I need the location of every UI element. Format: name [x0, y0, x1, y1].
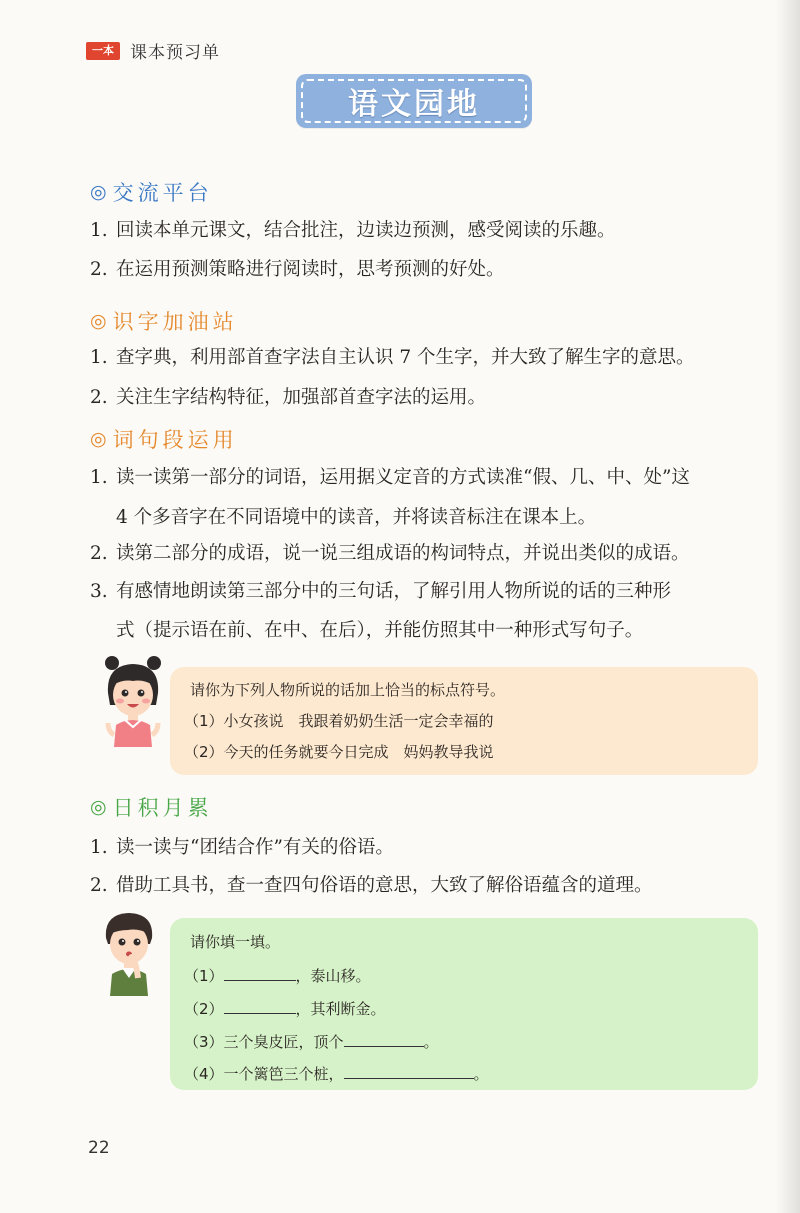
page-edge-shadow: [776, 0, 800, 1213]
item-text: 读第二部分的成语，说一说三组成语的构词特点，并说出类似的成语。: [116, 543, 690, 564]
item-number: 1.: [90, 220, 108, 241]
fill-item-prefix: （2）: [184, 1000, 224, 1018]
answer-blank[interactable]: [344, 1030, 424, 1047]
page-title: 语文园地: [348, 87, 480, 122]
item-number: 1.: [90, 837, 108, 858]
bubble-prompt: 请你填一填。: [190, 933, 281, 951]
boy-avatar: [98, 908, 160, 996]
list-item: [90, 540, 760, 568]
item-number: 1.: [90, 347, 108, 368]
double-circle-icon: ◎: [90, 428, 107, 450]
item-number: 2.: [90, 387, 108, 408]
item-text: 读一读第一部分的词语，运用据义定音的方式读准“假、几、中、处”这: [116, 467, 690, 488]
item-text: 借助工具书，查一查四句俗语的意思，大致了解俗语蕴含的道理。: [116, 875, 653, 896]
tip-bubble-punctuation: [170, 667, 758, 775]
page-title-box: [296, 74, 532, 128]
list-item-continuation: 4 个多音字在不同语境中的读音，并将读音标注在课本上。: [116, 507, 597, 528]
bubble-item: （1）小女孩说 我跟着奶奶生活一定会幸福的: [184, 712, 494, 730]
section-title: 交流平台: [112, 181, 213, 205]
item-text: 在运用预测策略进行阅读时，思考预测的好处。: [116, 259, 505, 280]
double-circle-icon: ◎: [90, 796, 107, 818]
double-circle-icon: ◎: [90, 310, 107, 332]
double-circle-icon: ◎: [90, 181, 107, 203]
list-item: [90, 217, 760, 245]
answer-blank[interactable]: [224, 997, 296, 1014]
header-label: 课本预习单: [130, 43, 220, 63]
list-item: [90, 578, 760, 606]
section-title: 词句段运用: [112, 428, 238, 452]
item-text: 关注生字结构特征，加强部首查字法的运用。: [116, 387, 487, 408]
list-item: [90, 384, 760, 412]
list-item: [90, 834, 760, 862]
item-number: 1.: [90, 467, 108, 488]
page-number: 22: [88, 1138, 110, 1158]
fill-item-prefix: （4）一个篱笆三个桩，: [184, 1065, 344, 1083]
section-heading-ciju: [90, 424, 238, 454]
item-text: 读一读与“团结合作”有关的俗语。: [116, 837, 394, 858]
item-number: 2.: [90, 259, 108, 280]
section-title: 识字加油站: [112, 310, 238, 334]
item-number: 3.: [90, 581, 108, 602]
bubble-prompt: 请你为下列人物所说的话加上恰当的标点符号。: [190, 681, 506, 699]
fill-item: [184, 997, 386, 1020]
fill-item: [184, 1062, 489, 1085]
section-heading-riji: [90, 792, 213, 822]
list-item: [90, 872, 760, 900]
item-text: 查字典，利用部首查字法自主认识 7 个生字，并大致了解生字的意思。: [116, 347, 695, 368]
answer-blank[interactable]: [344, 1062, 474, 1079]
header: [86, 38, 220, 63]
list-item: [90, 344, 760, 372]
list-item-continuation: 式（提示语在前、在中、在后），并能仿照其中一种形式写句子。: [116, 620, 644, 641]
list-item: [90, 256, 760, 284]
fill-item-prefix: （3）三个臭皮匠，顶个: [184, 1033, 344, 1051]
fill-item-prefix: （1）: [184, 967, 224, 985]
bubble-item: （2）今天的任务就要今日完成 妈妈教导我说: [184, 743, 494, 761]
fill-item-suffix: 。: [423, 1033, 439, 1051]
answer-blank[interactable]: [224, 964, 296, 981]
tip-bubble-fill-in: [170, 918, 758, 1090]
header-badge: 一本: [86, 42, 120, 60]
fill-item-suffix: 。: [473, 1065, 489, 1083]
fill-item-suffix: ，其利断金。: [295, 1000, 386, 1018]
fill-item: [184, 1030, 439, 1053]
item-text: 有感情地朗读第三部分中的三句话，了解引用人物所说的话的三种形: [116, 581, 672, 602]
girl-avatar: [98, 655, 168, 747]
item-text: 回读本单元课文，结合批注，边读边预测，感受阅读的乐趣。: [116, 220, 616, 241]
section-heading-jiaoliu: [90, 177, 213, 207]
item-number: 2.: [90, 543, 108, 564]
fill-item-suffix: ，泰山移。: [295, 967, 371, 985]
list-item: [90, 464, 760, 492]
item-number: 2.: [90, 875, 108, 896]
section-title: 日积月累: [112, 796, 213, 820]
section-heading-shizi: [90, 306, 238, 336]
fill-item: [184, 964, 371, 987]
